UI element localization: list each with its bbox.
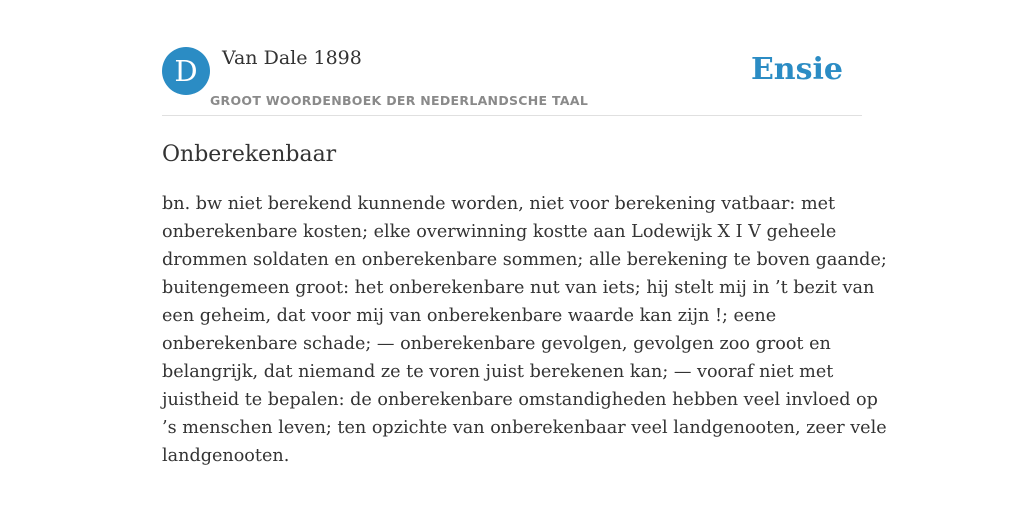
definition-line: belangrijk, dat niemand ze te voren juist berekenen kan; — vooraf niet met — [162, 362, 834, 382]
definition-line: onberekenbare kosten; elke overwinning kostte aan Lodewijk X I V geheele — [162, 222, 837, 242]
definition-line: een geheim, dat voor mij van onberekenbare waarde kan zijn !; eene — [162, 306, 777, 326]
definition-line: onberekenbare schade; — onberekenbare gevolgen, gevolgen zoo groot en — [162, 334, 831, 354]
source-avatar[interactable]: D — [162, 47, 210, 95]
entry-word: Onberekenbaar — [162, 142, 337, 167]
source-title[interactable]: Van Dale 1898 — [222, 47, 362, 69]
definition-line: juistheid te bepalen: de onberekenbare omstandigheden hebben veel invloed op — [162, 390, 878, 410]
entry-header — [162, 45, 862, 116]
definition-line: landgenooten. — [162, 446, 290, 466]
entry-definition — [162, 190, 887, 470]
definition-line: drommen soldaten en onberekenbare sommen; alle berekening te boven gaande; — [162, 250, 887, 270]
definition-line: bn. bw niet berekend kunnende worden, niet voor berekening vatbaar: met — [162, 194, 836, 214]
definition-line: buitengemeen groot: het onberekenbare nut van iets; hij stelt mij in ’t bezit van — [162, 278, 875, 298]
source-subtitle: GROOT WOORDENBOEK DER NEDERLANDSCHE TAAL — [210, 93, 589, 108]
entry-card — [162, 45, 887, 470]
ensie-logo[interactable]: Ensie — [750, 52, 843, 87]
definition-line: ’s menschen leven; ten opzichte van onberekenbaar veel landgenooten, zeer vele — [162, 418, 887, 438]
